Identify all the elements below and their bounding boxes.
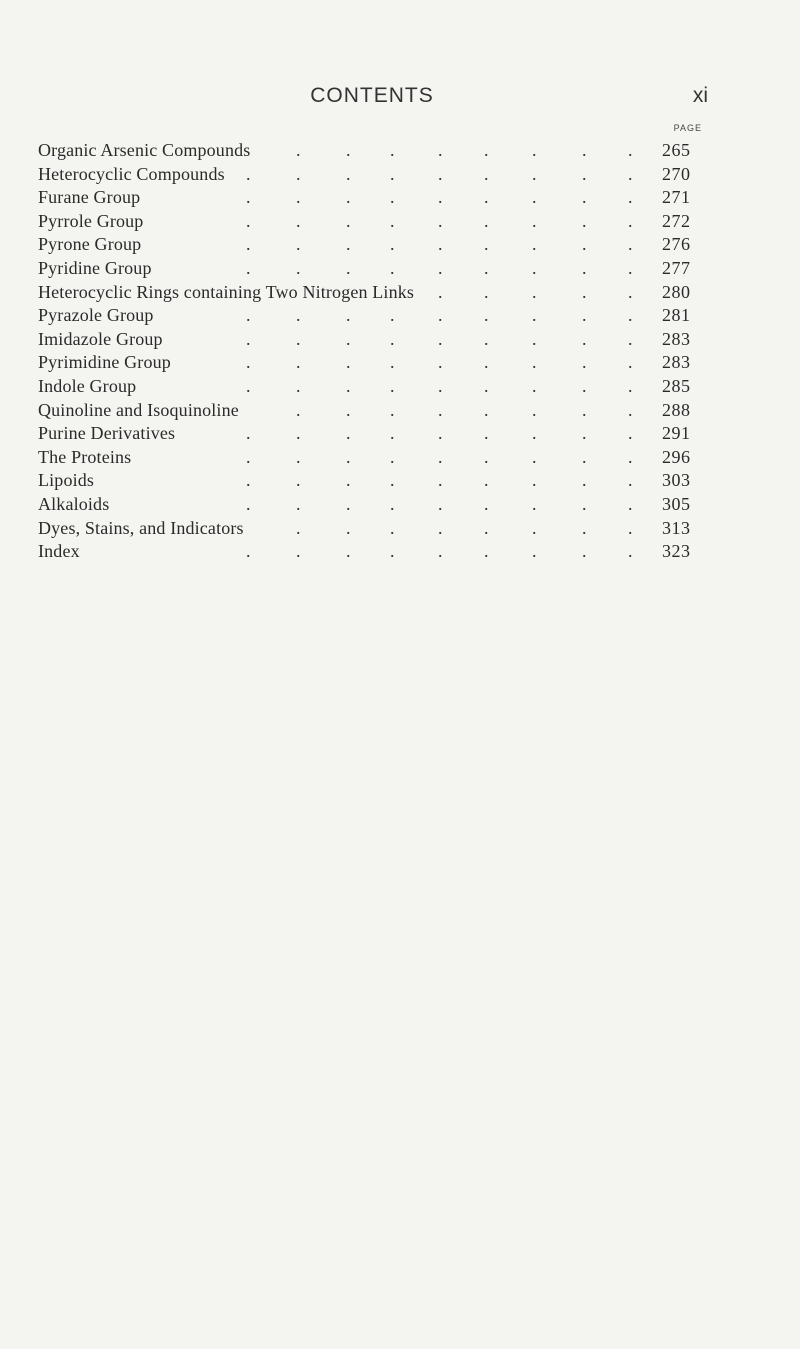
leader-dot: . xyxy=(296,423,301,444)
leader-dot: . xyxy=(346,470,351,491)
leader-dot: . xyxy=(438,328,443,349)
leader-dot: . xyxy=(296,352,301,373)
toc-entry-title: Imidazole Group xyxy=(38,328,167,352)
leader-dot: . xyxy=(532,399,537,420)
leader-dot: . xyxy=(582,305,587,326)
leader-dot: . xyxy=(628,234,633,255)
leader-dot: . xyxy=(438,517,443,538)
leader-dot: . xyxy=(532,352,537,373)
leader-dot: . xyxy=(346,305,351,326)
leader-dot: . xyxy=(484,187,489,208)
leader-dot: . xyxy=(628,470,633,491)
toc-entry[interactable] xyxy=(38,399,708,423)
leader-dot: . xyxy=(628,399,633,420)
leader-dot: . xyxy=(628,140,633,160)
leader-dot: . xyxy=(438,257,443,278)
toc-entry-page: 271 xyxy=(662,187,691,208)
leader-dot: . xyxy=(484,257,489,278)
leader-dot: . xyxy=(296,470,301,491)
leader-dot: . xyxy=(296,446,301,467)
leader-dot: . xyxy=(532,281,537,302)
leader-dot: . xyxy=(390,210,395,231)
leader-dot: . xyxy=(484,541,489,562)
leader-dot: . xyxy=(390,446,395,467)
leader-dot: . xyxy=(390,352,395,373)
leader-dot: . xyxy=(246,423,251,444)
leader-dot: . xyxy=(390,470,395,491)
dot-leader xyxy=(38,469,708,493)
leader-dot: . xyxy=(246,493,251,514)
leader-dot: . xyxy=(346,234,351,255)
toc-entry[interactable] xyxy=(38,469,708,493)
leader-dot: . xyxy=(532,210,537,231)
leader-dot: . xyxy=(484,493,489,514)
leader-dot: . xyxy=(438,375,443,396)
leader-dot: . xyxy=(484,163,489,184)
leader-dot: . xyxy=(346,210,351,231)
leader-dot: . xyxy=(582,470,587,491)
toc-entry-page: 280 xyxy=(662,281,691,302)
leader-dot: . xyxy=(246,305,251,326)
toc-entry-title: Pyrrole Group xyxy=(38,210,147,234)
leader-dot: . xyxy=(246,352,251,373)
leader-dot: . xyxy=(484,305,489,326)
leader-dot: . xyxy=(582,375,587,396)
leader-dot: . xyxy=(296,163,301,184)
toc-entry-title: Alkaloids xyxy=(38,493,113,517)
leader-dot: . xyxy=(484,234,489,255)
toc-entry[interactable] xyxy=(38,304,708,328)
leader-dot: . xyxy=(532,257,537,278)
toc-entry-page: 285 xyxy=(662,375,691,396)
page-column-label: PAGE xyxy=(673,123,702,133)
leader-dot: . xyxy=(346,328,351,349)
leader-dot: . xyxy=(390,187,395,208)
dot-leader xyxy=(38,446,708,470)
leader-dot: . xyxy=(346,399,351,420)
leader-dot: . xyxy=(390,423,395,444)
toc-entry-page: 283 xyxy=(662,328,691,349)
leader-dot: . xyxy=(438,163,443,184)
leader-dot: . xyxy=(296,187,301,208)
leader-dot: . xyxy=(628,163,633,184)
leader-dot: . xyxy=(390,257,395,278)
leader-dot: . xyxy=(346,140,351,160)
toc-entry-title: Pyrazole Group xyxy=(38,304,158,328)
leader-dot: . xyxy=(582,541,587,562)
leader-dot: . xyxy=(484,140,489,160)
toc-entry[interactable] xyxy=(38,422,708,446)
table-of-contents xyxy=(38,139,708,564)
leader-dot: . xyxy=(628,423,633,444)
leader-dot: . xyxy=(532,493,537,514)
leader-dot: . xyxy=(484,352,489,373)
leader-dot: . xyxy=(532,423,537,444)
toc-entry-page: 270 xyxy=(662,163,691,184)
leader-dot: . xyxy=(532,541,537,562)
leader-dot: . xyxy=(390,399,395,420)
toc-entry-title: Indole Group xyxy=(38,375,140,399)
leader-dot: . xyxy=(346,163,351,184)
leader-dot: . xyxy=(390,163,395,184)
leader-dot: . xyxy=(438,493,443,514)
toc-entry-page: 277 xyxy=(662,257,691,278)
leader-dot: . xyxy=(532,470,537,491)
leader-dot: . xyxy=(628,352,633,373)
leader-dot: . xyxy=(346,187,351,208)
leader-dot: . xyxy=(582,446,587,467)
toc-entry[interactable] xyxy=(38,540,708,564)
leader-dot: . xyxy=(628,328,633,349)
leader-dot: . xyxy=(346,517,351,538)
leader-dot: . xyxy=(346,423,351,444)
leader-dot: . xyxy=(532,140,537,160)
leader-dot: . xyxy=(346,375,351,396)
leader-dot: . xyxy=(438,423,443,444)
leader-dot: . xyxy=(628,446,633,467)
leader-dot: . xyxy=(628,375,633,396)
leader-dot: . xyxy=(582,210,587,231)
leader-dot: . xyxy=(438,352,443,373)
leader-dot: . xyxy=(628,210,633,231)
page-number: xi xyxy=(692,84,708,107)
leader-dot: . xyxy=(628,257,633,278)
toc-entry[interactable] xyxy=(38,233,708,257)
leader-dot: . xyxy=(582,517,587,538)
leader-dot: . xyxy=(390,375,395,396)
leader-dot: . xyxy=(346,352,351,373)
leader-dot: . xyxy=(296,328,301,349)
leader-dot: . xyxy=(246,470,251,491)
toc-entry[interactable] xyxy=(38,351,708,375)
toc-entry[interactable] xyxy=(38,210,708,234)
toc-entry-page: 281 xyxy=(662,305,691,326)
leader-dot: . xyxy=(438,187,443,208)
leader-dot: . xyxy=(296,234,301,255)
leader-dot: . xyxy=(438,210,443,231)
toc-entry-page: 305 xyxy=(662,493,691,514)
leader-dot: . xyxy=(438,541,443,562)
leader-dot: . xyxy=(438,399,443,420)
toc-entry-page: 291 xyxy=(662,423,691,444)
toc-entry-title: Heterocyclic Rings containing Two Nitrogen Links xyxy=(38,281,418,305)
leader-dot: . xyxy=(346,446,351,467)
leader-dot: . xyxy=(246,234,251,255)
leader-dot: . xyxy=(628,187,633,208)
toc-entry[interactable] xyxy=(38,139,708,163)
dot-leader xyxy=(38,540,708,564)
leader-dot: . xyxy=(628,305,633,326)
leader-dot: . xyxy=(582,163,587,184)
leader-dot: . xyxy=(532,328,537,349)
toc-entry[interactable] xyxy=(38,517,708,541)
toc-entry-title: Index xyxy=(38,540,84,564)
leader-dot: . xyxy=(582,257,587,278)
toc-entry-title: Quinoline and Isoquinoline xyxy=(38,399,243,423)
toc-entry[interactable] xyxy=(38,163,708,187)
leader-dot: . xyxy=(246,163,251,184)
leader-dot: . xyxy=(346,541,351,562)
leader-dot: . xyxy=(484,281,489,302)
leader-dot: . xyxy=(484,375,489,396)
toc-entry-page: 303 xyxy=(662,470,691,491)
leader-dot: . xyxy=(346,493,351,514)
leader-dot: . xyxy=(582,281,587,302)
leader-dot: . xyxy=(296,375,301,396)
leader-dot: . xyxy=(484,210,489,231)
leader-dot: . xyxy=(390,234,395,255)
leader-dot: . xyxy=(296,399,301,420)
leader-dot: . xyxy=(582,234,587,255)
leader-dot: . xyxy=(296,493,301,514)
leader-dot: . xyxy=(438,140,443,160)
toc-entry[interactable] xyxy=(38,375,708,399)
leader-dot: . xyxy=(438,281,443,302)
toc-entry-title: The Proteins xyxy=(38,446,135,470)
leader-dot: . xyxy=(246,187,251,208)
toc-entry-title: Lipoids xyxy=(38,469,98,493)
leader-dot: . xyxy=(390,493,395,514)
toc-entry[interactable] xyxy=(38,257,708,281)
toc-entry-title: Heterocyclic Compounds xyxy=(38,163,229,187)
leader-dot: . xyxy=(296,140,301,160)
toc-entry-page: 283 xyxy=(662,352,691,373)
leader-dot: . xyxy=(246,210,251,231)
toc-entry-title: Furane Group xyxy=(38,186,144,210)
leader-dot: . xyxy=(246,375,251,396)
toc-entry-title: Purine Derivatives xyxy=(38,422,179,446)
leader-dot: . xyxy=(628,541,633,562)
leader-dot: . xyxy=(532,234,537,255)
toc-entry[interactable] xyxy=(38,281,708,305)
leader-dot: . xyxy=(582,352,587,373)
leader-dot: . xyxy=(582,493,587,514)
toc-entry-title: Dyes, Stains, and Indicators xyxy=(38,517,248,541)
leader-dot: . xyxy=(296,305,301,326)
leader-dot: . xyxy=(532,187,537,208)
toc-entry-title: Pyridine Group xyxy=(38,257,156,281)
leader-dot: . xyxy=(296,257,301,278)
leader-dot: . xyxy=(390,140,395,160)
leader-dot: . xyxy=(438,234,443,255)
toc-entry[interactable] xyxy=(38,186,708,210)
leader-dot: . xyxy=(532,446,537,467)
toc-entry-page: 323 xyxy=(662,541,691,562)
toc-entry-page: 296 xyxy=(662,446,691,467)
toc-entry-page: 313 xyxy=(662,517,691,538)
leader-dot: . xyxy=(390,517,395,538)
toc-entry[interactable] xyxy=(38,328,708,352)
leader-dot: . xyxy=(484,399,489,420)
leader-dot: . xyxy=(532,305,537,326)
leader-dot: . xyxy=(484,423,489,444)
leader-dot: . xyxy=(532,375,537,396)
leader-dot: . xyxy=(438,446,443,467)
leader-dot: . xyxy=(246,328,251,349)
leader-dot: . xyxy=(628,493,633,514)
leader-dot: . xyxy=(296,210,301,231)
toc-entry-page: 276 xyxy=(662,234,691,255)
leader-dot: . xyxy=(296,517,301,538)
leader-dot: . xyxy=(582,423,587,444)
leader-dot: . xyxy=(582,187,587,208)
leader-dot: . xyxy=(346,257,351,278)
leader-dot: . xyxy=(246,257,251,278)
leader-dot: . xyxy=(246,446,251,467)
toc-entry[interactable] xyxy=(38,446,708,470)
toc-entry-page: 288 xyxy=(662,399,691,420)
leader-dot: . xyxy=(628,517,633,538)
leader-dot: . xyxy=(390,541,395,562)
page-title: CONTENTS xyxy=(310,84,434,107)
toc-entry-title: Organic Arsenic Compounds xyxy=(38,139,254,163)
leader-dot: . xyxy=(390,328,395,349)
leader-dot: . xyxy=(532,163,537,184)
dot-leader xyxy=(38,493,708,517)
leader-dot: . xyxy=(438,470,443,491)
toc-entry-page: 272 xyxy=(662,210,691,231)
running-head xyxy=(0,84,800,114)
leader-dot: . xyxy=(246,541,251,562)
leader-dot: . xyxy=(582,399,587,420)
leader-dot: . xyxy=(582,140,587,160)
leader-dot: . xyxy=(296,541,301,562)
leader-dot: . xyxy=(484,470,489,491)
leader-dot: . xyxy=(484,328,489,349)
leader-dot: . xyxy=(390,305,395,326)
toc-entry-page: 265 xyxy=(662,140,691,160)
leader-dot: . xyxy=(532,517,537,538)
leader-dot: . xyxy=(438,305,443,326)
toc-entry[interactable] xyxy=(38,493,708,517)
leader-dot: . xyxy=(484,446,489,467)
toc-entry-title: Pyrimidine Group xyxy=(38,351,175,375)
leader-dot: . xyxy=(628,281,633,302)
toc-entry-title: Pyrone Group xyxy=(38,233,145,257)
leader-dot: . xyxy=(484,517,489,538)
leader-dot: . xyxy=(582,328,587,349)
